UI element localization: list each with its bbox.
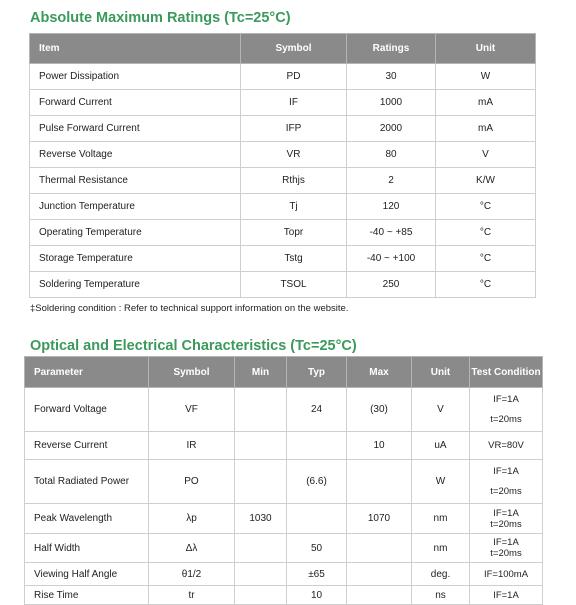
item-cell: Thermal Resistance [30, 168, 241, 194]
test-condition-line: IF=1A [493, 466, 519, 477]
symbol-cell: VR [241, 142, 347, 168]
max-cell [347, 534, 412, 563]
table-row [30, 194, 536, 220]
test-condition-line: t=20ms [490, 486, 522, 497]
test-condition-line: IF=1A [493, 589, 519, 601]
unit-cell: V [412, 388, 470, 432]
test-condition-cell [470, 534, 543, 563]
unit-cell: deg. [412, 563, 470, 586]
test-condition-line: IF=1A [493, 507, 519, 519]
max-cell: (30) [347, 388, 412, 432]
test-condition-cell [470, 460, 543, 504]
table-row [30, 272, 536, 298]
optical-electrical-table [24, 356, 543, 605]
column-header: Max [347, 357, 412, 388]
symbol-cell: VF [149, 388, 235, 432]
min-cell [235, 563, 287, 586]
symbol-cell: PO [149, 460, 235, 504]
column-header: Parameter [25, 357, 149, 388]
parameter-cell: Total Radiated Power [25, 460, 149, 504]
test-condition-cell [470, 563, 543, 586]
test-condition-line: t=20ms [490, 548, 522, 559]
parameter-cell: Reverse Current [25, 432, 149, 460]
unit-cell: °C [436, 246, 536, 272]
rating-cell: -40 ~ +100 [347, 246, 436, 272]
rating-cell: 120 [347, 194, 436, 220]
unit-cell: uA [412, 432, 470, 460]
table-row [25, 563, 543, 586]
table-row [30, 90, 536, 116]
table-row [30, 246, 536, 272]
test-condition-cell [470, 432, 543, 460]
column-header: Test Condition [470, 357, 543, 388]
symbol-cell: θ1/2 [149, 563, 235, 586]
max-cell [347, 460, 412, 504]
rating-cell: 250 [347, 272, 436, 298]
rating-cell: 2000 [347, 116, 436, 142]
table-row [25, 504, 543, 534]
symbol-cell: Topr [241, 220, 347, 246]
item-cell: Pulse Forward Current [30, 116, 241, 142]
unit-cell: °C [436, 194, 536, 220]
typ-cell [287, 432, 347, 460]
max-cell: 10 [347, 432, 412, 460]
max-cell [347, 586, 412, 605]
item-cell: Forward Current [30, 90, 241, 116]
typ-cell: 50 [287, 534, 347, 563]
symbol-cell: IR [149, 432, 235, 460]
parameter-cell: Half Width [25, 534, 149, 563]
unit-cell: nm [412, 504, 470, 534]
symbol-cell: Rthjs [241, 168, 347, 194]
section-title-max-ratings: Absolute Maximum Ratings (Tc=25°C) [30, 10, 291, 26]
column-header: Unit [412, 357, 470, 388]
typ-cell: 10 [287, 586, 347, 605]
table-header-row [30, 34, 536, 64]
rating-cell: -40 ~ +85 [347, 220, 436, 246]
unit-cell: V [436, 142, 536, 168]
symbol-cell: tr [149, 586, 235, 605]
min-cell [235, 586, 287, 605]
symbol-cell: IF [241, 90, 347, 116]
symbol-cell: Δλ [149, 534, 235, 563]
test-condition-line: IF=1A [493, 394, 519, 405]
rating-cell: 80 [347, 142, 436, 168]
unit-cell: °C [436, 272, 536, 298]
test-condition-line: t=20ms [490, 414, 522, 425]
table-row [30, 64, 536, 90]
min-cell [235, 388, 287, 432]
column-header: Symbol [149, 357, 235, 388]
symbol-cell: λp [149, 504, 235, 534]
unit-cell: mA [436, 90, 536, 116]
table-row [30, 142, 536, 168]
unit-cell: °C [436, 220, 536, 246]
table-row [25, 388, 543, 432]
item-cell: Soldering Temperature [30, 272, 241, 298]
table-row [30, 116, 536, 142]
column-header: Min [235, 357, 287, 388]
table-row [25, 534, 543, 563]
soldering-note: ‡Soldering condition : Refer to technical support information on the website. [30, 303, 349, 314]
table-header-row [25, 357, 543, 388]
unit-cell: nm [412, 534, 470, 563]
test-condition-line: VR=80V [488, 440, 524, 451]
item-cell: Reverse Voltage [30, 142, 241, 168]
max-ratings-table [29, 33, 536, 298]
rating-cell: 30 [347, 64, 436, 90]
table-row [25, 586, 543, 605]
parameter-cell: Forward Voltage [25, 388, 149, 432]
min-cell: 1030 [235, 504, 287, 534]
item-cell: Storage Temperature [30, 246, 241, 272]
unit-cell: W [412, 460, 470, 504]
parameter-cell: Rise Time [25, 586, 149, 605]
test-condition-cell [470, 504, 543, 534]
typ-cell: (6.6) [287, 460, 347, 504]
column-header: Typ [287, 357, 347, 388]
min-cell [235, 460, 287, 504]
table-row [30, 168, 536, 194]
symbol-cell: Tstg [241, 246, 347, 272]
column-header: Unit [436, 34, 536, 64]
unit-cell: mA [436, 116, 536, 142]
symbol-cell: TSOL [241, 272, 347, 298]
max-cell [347, 563, 412, 586]
item-cell: Power Dissipation [30, 64, 241, 90]
parameter-cell: Peak Wavelength [25, 504, 149, 534]
test-condition-line: IF=100mA [483, 568, 529, 580]
typ-cell: ±65 [287, 563, 347, 586]
column-header: Symbol [241, 34, 347, 64]
table-row [30, 220, 536, 246]
symbol-cell: Tj [241, 194, 347, 220]
test-condition-line: IF=1A [493, 537, 519, 548]
unit-cell: W [436, 64, 536, 90]
min-cell [235, 534, 287, 563]
test-condition-line: t=20ms [490, 518, 522, 530]
rating-cell: 2 [347, 168, 436, 194]
item-cell: Operating Temperature [30, 220, 241, 246]
symbol-cell: PD [241, 64, 347, 90]
unit-cell: K/W [436, 168, 536, 194]
table-row [25, 432, 543, 460]
min-cell [235, 432, 287, 460]
column-header: Ratings [347, 34, 436, 64]
parameter-cell: Viewing Half Angle [25, 563, 149, 586]
typ-cell: 24 [287, 388, 347, 432]
table-row [25, 460, 543, 504]
symbol-cell: IFP [241, 116, 347, 142]
rating-cell: 1000 [347, 90, 436, 116]
unit-cell: ns [412, 586, 470, 605]
test-condition-cell [470, 388, 543, 432]
max-cell: 1070 [347, 504, 412, 534]
typ-cell [287, 504, 347, 534]
item-cell: Junction Temperature [30, 194, 241, 220]
test-condition-cell [470, 586, 543, 605]
column-header: Item [30, 34, 241, 64]
section-title-optical-electrical: Optical and Electrical Characteristics (Tc=25°C) [30, 338, 357, 354]
